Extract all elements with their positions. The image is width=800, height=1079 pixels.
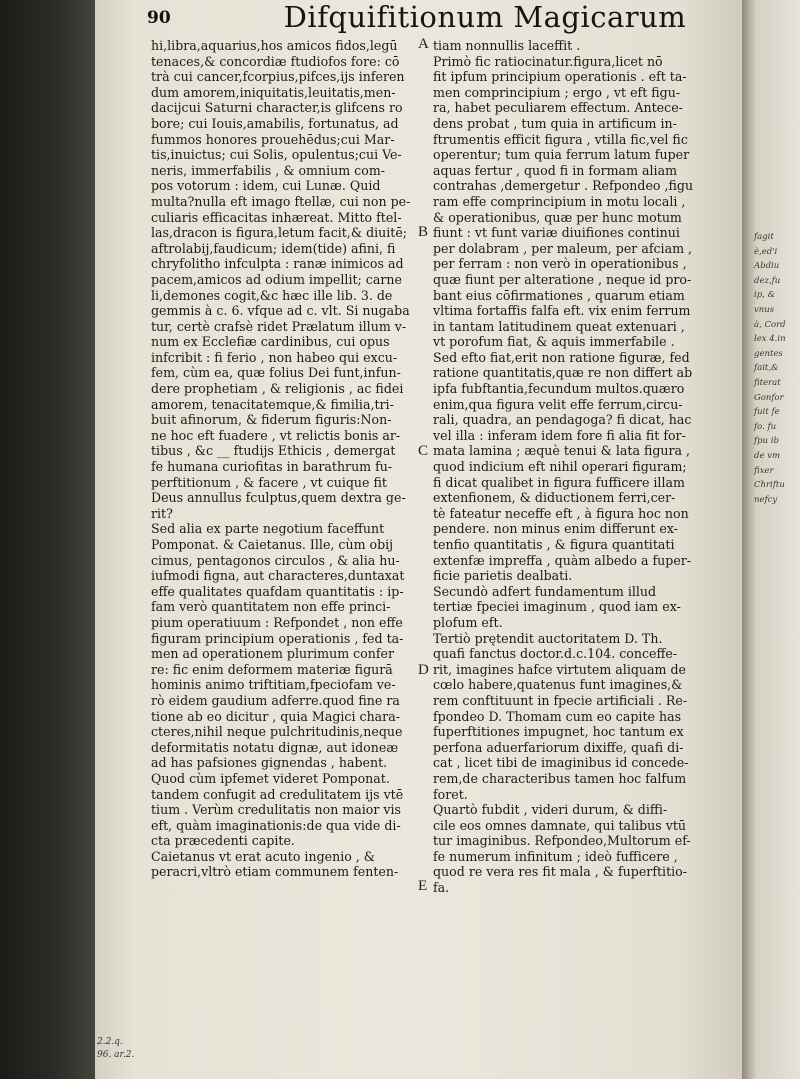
facing-fragment: de vm: [754, 450, 781, 461]
section-marker-a: A: [418, 36, 429, 52]
text-line: fpondeo D. Thomam cum eo capite has: [433, 708, 682, 724]
text-line: re: fic enim deformem materiæ figurā: [151, 661, 393, 677]
facing-fragment: ip, &: [754, 290, 776, 301]
text-line: contrahas ,demergetur . Refpondeo ,figu: [433, 178, 694, 194]
text-line: tur imaginibus. Refpondeo,Multorum ef-: [433, 833, 691, 849]
text-line: dum amorem,iniquitatis,leuitatis,men-: [151, 84, 396, 100]
text-line: foret.: [433, 786, 468, 802]
text-line: per dolabram , per maleum, per afciam ,: [433, 240, 693, 256]
text-line: cta præcedenti capite.: [151, 833, 295, 849]
text-line: culiaris efficacitas inhæreat. Mitto ftel-: [151, 209, 402, 225]
text-line: num ex Ecclefiæ cardinibus, cui opus: [151, 334, 390, 350]
text-line: tium . Verùm credulitatis non maior vis: [151, 802, 401, 818]
facing-fragment: Abdiu: [754, 261, 780, 272]
text-line: hominis animo triftitiam,fpeciofam ve-: [151, 677, 396, 693]
text-line: fi dicat qualibet in figura fufficere illam: [433, 474, 685, 490]
text-line: ipfa fubftantia,fecundum multos.quæro: [433, 381, 685, 397]
text-line: fa.: [433, 880, 450, 896]
running-title: Difquifitionum Magicarum: [283, 0, 687, 34]
text-line: effe qualitates quafdam quantitatis : ip-: [151, 583, 404, 599]
facing-fragment: fuit fe: [754, 407, 780, 418]
text-line: perftitionum , & facere , vt cuique fit: [151, 474, 387, 490]
text-line: Primò fic ratiocinatur.figura,licet nō: [433, 53, 663, 69]
facing-fragment: lex 4.in: [754, 334, 786, 345]
text-line: plofum eft.: [433, 614, 503, 630]
text-line: chryfolitho infculpta : ranæ inimicos ad: [151, 256, 404, 272]
text-line: rem conftituunt in fpecie artificiali . Re-: [433, 692, 688, 708]
text-line: tibus , &c __ ftudijs Ethicis , demergat: [151, 443, 396, 459]
text-line: tertiæ fpeciei imaginum , quod iam ex-: [433, 599, 681, 615]
text-line: pium operatiuum : Refpondet , non effe: [151, 614, 403, 630]
text-line: mata lamina ; æquè tenui & lata figura ,: [433, 443, 691, 459]
section-marker-c: C: [418, 443, 429, 459]
text-line: pos votorum : idem, cui Lunæ. Quid: [151, 178, 381, 194]
text-line: fummos honores prouehēdus;cui Mar-: [151, 131, 395, 147]
text-line: quafi fanctus doctor.d.c.104. conceffe-: [433, 646, 678, 662]
text-line: hi,libra,aquarius,hos amicos fidos,legū: [151, 38, 398, 53]
right-text-column: [433, 38, 695, 896]
text-line: Sed efto fiat,erit non ratione figuræ, fed: [433, 349, 690, 365]
text-line: cteres,nihil neque pulchritudinis,neque: [151, 724, 403, 740]
book-page: [95, 0, 745, 1079]
text-line: per ferram : non verò in operationibus ,: [433, 256, 687, 272]
text-line: buit afinorum, & fiderum figuris:Non-: [151, 412, 392, 428]
text-line: Quod cùm ipfemet videret Pomponat.: [151, 770, 390, 786]
facing-fragment: Chriftu: [754, 480, 785, 491]
text-line: peracri,vltrò etiam communem fenten-: [151, 864, 399, 880]
text-line: ram effe comprincipium in motu locali ,: [433, 193, 686, 209]
text-line: quæ fiunt per alteratione , neque id pro-: [433, 271, 692, 287]
text-line: dacijcui Saturni character,is glifcens ro: [151, 100, 403, 116]
text-line: & operationibus, quæ per hunc motum: [433, 209, 682, 225]
text-line: vltima fortaffis falfa eft. vix enim ferrum: [433, 303, 691, 319]
text-line: deformitatis notatu dignæ, aut idoneæ: [151, 739, 399, 755]
text-line: ficie parietis dealbati.: [433, 568, 573, 584]
facing-fragment: fagit: [754, 232, 774, 242]
facing-page-fragments: [754, 230, 800, 507]
text-line: Sed alia ex parte negotium faceffunt: [151, 521, 385, 537]
text-line: in tantam latitudinem queat extenuari ,: [433, 318, 685, 334]
section-marker-d: D: [418, 662, 429, 678]
facing-fragment: à, Cord: [754, 319, 786, 330]
text-line: multa?nulla eft imago ftellæ, cui non pe-: [151, 193, 411, 209]
facing-fragment: nefcy: [754, 494, 778, 505]
text-line: tè fateatur neceffe eft , à figura hoc non: [433, 505, 689, 521]
text-line: cimus, pentagonos circulos , & alia hu-: [151, 552, 400, 568]
text-line: amorem, tenacitatemque,& fimilia,tri-: [151, 396, 394, 412]
facing-fragment: gentes: [754, 348, 783, 359]
text-line: extenfæ impreffa , quàm albedo a fuper-: [433, 552, 692, 568]
text-line: enim,qua figura velit effe ferrum,circu-: [433, 396, 683, 412]
text-line: fe humana curiofitas in barathrum fu-: [151, 459, 393, 475]
facing-page-edge: [742, 0, 800, 1079]
facing-fragment: è,ed'i: [754, 246, 778, 257]
text-line: tur, certè crafsè ridet Prælatum illum v-: [151, 318, 407, 334]
text-line: eft, quàm imaginationis:de qua vide di-: [151, 817, 401, 833]
text-line: Pomponat. & Caietanus. Ille, cùm obij: [151, 537, 394, 552]
text-line: dens probat , tum quia in artificum in-: [433, 115, 677, 131]
text-line: figuram principium operationis , fed ta-: [151, 630, 404, 646]
facing-fragment: Gonfor: [754, 392, 784, 403]
text-line: ad has pafsiones gignendas , habent.: [151, 755, 388, 771]
text-line: rit?: [151, 505, 173, 521]
text-line: perfona aduerfariorum dixiffe, quafi di-: [433, 739, 684, 755]
text-line: quod re vera res fit mala , & fuperftitio-: [433, 864, 687, 880]
text-line: fe numerum infinitum ; ideò fufficere ,: [433, 848, 678, 864]
text-line: Quartò fubdit , videri durum, & diffi-: [433, 802, 668, 818]
text-line: men ad operationem plurimum confer: [151, 646, 395, 662]
text-line: Tertiò prętendit auctoritatem D. Th.: [433, 630, 663, 646]
text-line: fuperftitiones impugnet, hoc tantum ex: [433, 724, 684, 740]
text-line: iufmodi figna, aut characteres,duntaxat: [151, 568, 405, 584]
text-line: ra, habet peculiarem effectum. Antece-: [433, 100, 683, 116]
text-line: rit, imagines hafce virtutem aliquam de: [433, 661, 687, 677]
text-line: dere prophetiam , & religionis , ac fidei: [151, 381, 404, 397]
text-line: pendere. non minus enim differunt ex-: [433, 521, 679, 537]
text-line: ne hoc eft fuadere , vt relictis bonis ar-: [151, 427, 401, 443]
page-number: 90: [147, 8, 171, 28]
text-line: fiunt : vt funt variæ diuifiones continui: [433, 225, 680, 241]
text-line: vel illa : inferam idem fore fi alia fit for-: [433, 427, 686, 443]
facing-fragment: fixer: [754, 465, 774, 476]
facing-fragment: fiterat: [754, 377, 781, 388]
text-line: tiam nonnullis laceffit .: [433, 38, 581, 53]
text-line: bant eius cōfirmationes , quarum etiam: [433, 287, 685, 303]
text-line: ftrumentis efficit figura , vtilla fic,vel fic: [433, 131, 688, 147]
text-line: tenaces,& concordiæ ftudiofos fore: cō: [151, 53, 400, 69]
text-line: gemmis à c. 6. vfque ad c. vlt. Si nugaba: [151, 303, 410, 319]
text-line: li,demones cogit,&c hæc ille lib. 3. de: [151, 287, 393, 303]
text-line: aquas fertur , quod fi in formam aliam: [433, 162, 678, 178]
facing-fragment: fo. fu: [754, 421, 777, 432]
text-line: extenfionem, & diductionem ferri,cer-: [433, 490, 676, 506]
text-line: fit ipfum principium operationis . eft ta-: [433, 69, 687, 85]
facing-fragment: dez,fu: [754, 275, 781, 286]
text-line: infcribit : fi ferio , non habeo qui excu-: [151, 349, 398, 365]
text-line: aftrolabij,faudicum; idem(tide) afini, fi: [151, 240, 396, 256]
text-line: Secundò adfert fundamentum illud: [433, 583, 657, 599]
marginal-reference: 2.2.q. 96. ar.2.: [97, 1037, 135, 1060]
text-line: tenfio quantitatis , & figura quantitati: [433, 537, 675, 552]
text-line: ratione quantitatis,quæ re non differt ab: [433, 365, 693, 381]
facing-fragment: fpu ib: [754, 436, 779, 447]
text-line: men comprincipium ; ergo , vt eft figu-: [433, 84, 681, 100]
text-line: tione ab eo dicitur , quia Magici chara-: [151, 708, 400, 724]
text-line: tis,inuictus; cui Solis, opulentus;cui Ve-: [151, 147, 402, 163]
text-line: rò eidem gaudium adferre.quod fine ra: [151, 692, 400, 708]
text-line: neris, immerfabilis , & omnium com-: [151, 162, 386, 178]
text-line: bore; cui Iouis,amabilis, fortunatus, ad: [151, 115, 399, 131]
text-line: cœlo habere,quatenus funt imagines,&: [433, 677, 683, 693]
text-line: tandem confugit ad credulitatem ijs vtē: [151, 786, 404, 802]
facing-fragment: fait,&: [754, 363, 779, 374]
text-line: cat , licet tibi de imaginibus id concede-: [433, 755, 689, 771]
section-marker-b: B: [418, 224, 429, 240]
text-line: fem, cùm ea, quæ folius Dei funt,infun-: [151, 365, 401, 381]
text-line: vt porofum fiat, & aquis immerfabile .: [433, 334, 675, 350]
left-text-column: [151, 38, 413, 880]
text-line: quod indicium eft nihil operari figuram;: [433, 459, 687, 475]
text-line: operentur; tum quia ferrum latum fuper: [433, 147, 690, 163]
text-line: las,dracon is figura,letum facit,& diuitē;: [151, 225, 408, 241]
text-line: rem,de characteribus tamen hoc falfum: [433, 770, 687, 786]
text-line: trà cui cancer,fcorpius,pifces,ijs inferen: [151, 69, 405, 85]
section-marker-e: E: [418, 878, 428, 894]
text-line: Deus annullus fculptus,quem dextra ge-: [151, 490, 406, 506]
text-line: pacem,amicos ad odium impellit; carne: [151, 271, 402, 287]
text-line: rali, quadra, an pendagoga? fi dicat, hac: [433, 412, 692, 428]
text-line: Caietanus vt erat acuto ingenio , &: [151, 848, 376, 864]
text-line: fam verò quantitatem non effe princi-: [151, 599, 391, 615]
text-line: cile eos omnes damnate, qui talibus vtū: [433, 817, 687, 833]
facing-fragment: vnus: [754, 304, 775, 315]
